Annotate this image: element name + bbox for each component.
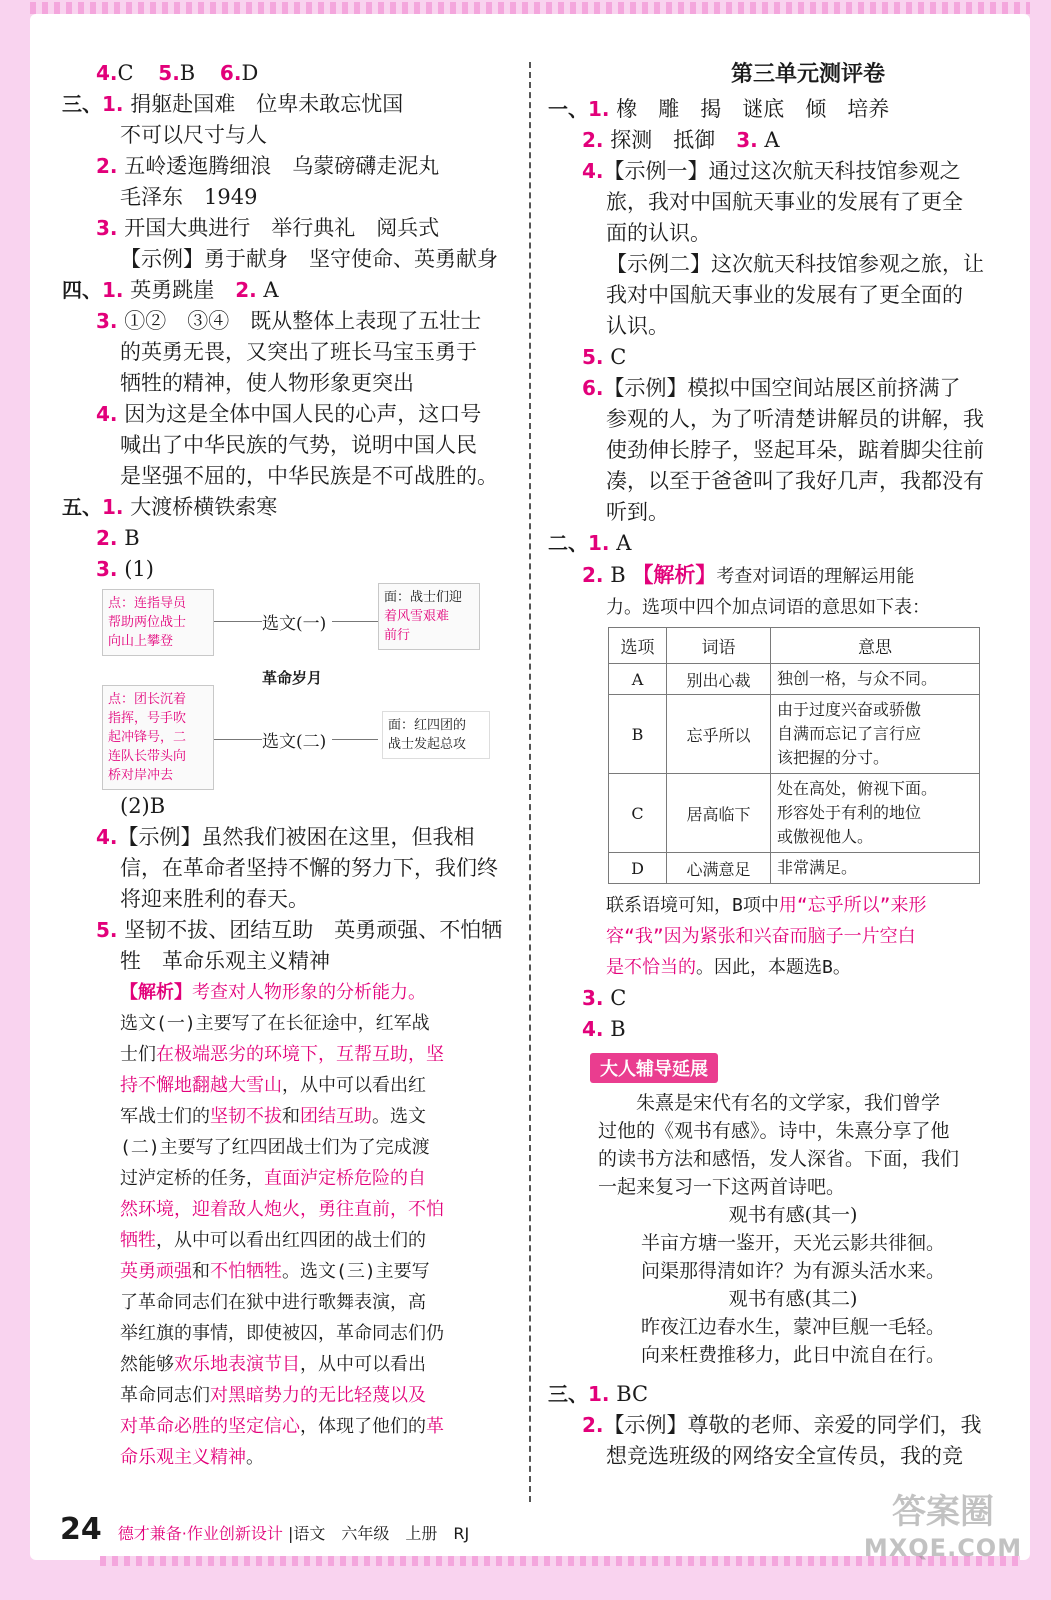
r-sec1-q4-cont3: 【示例二】这次航天科技馆参观之旅，让 xyxy=(606,252,984,276)
table-header-option: 选项 xyxy=(609,628,667,664)
sec5-q4-cont1: 信，在革命者坚持不懈的努力下，我们终 xyxy=(120,856,498,880)
r-sec2-q2-after3: 是不恰当的。因此，本题选B。 xyxy=(606,957,851,978)
table-header-word: 词语 xyxy=(667,628,771,664)
r-sec2-q2: 2. B 【解析】考查对词语的理解运用能 xyxy=(582,562,915,587)
sec4-q4-cont2: 是坚强不屈的，中华民族是不可战胜的。 xyxy=(120,464,498,488)
table-row xyxy=(609,774,980,853)
diagram-box-area-2: 面：红四团的 战士发起总攻 xyxy=(382,711,490,759)
r-sec3-q2: 2.【示例】尊敬的老师、亲爱的同学们，我 xyxy=(582,1413,982,1437)
r-sec1-q6: 6.【示例】模拟中国空间站展区前挤满了 xyxy=(582,376,961,400)
ext-para-1: 朱熹是宋代有名的文学家，我们曾学 xyxy=(636,1092,941,1114)
analysis-line: 【解析】考查对人物形象的分析能力。 xyxy=(120,982,426,1003)
table-cell-option: B xyxy=(609,695,667,774)
r-sec1-q1: 一、1. 橡 雕 揭 谜底 倾 培养 xyxy=(548,97,890,121)
analysis-line: 革命同志们对黑暗势力的无比轻蔑以及 xyxy=(120,1385,426,1406)
ext-para-3: 的读书方法和感悟，发人深省。下面，我们 xyxy=(598,1148,960,1170)
poem1-title: 观书有感(其一) xyxy=(728,1204,858,1226)
poem2-line1: 昨夜江边春水生，蒙冲巨舰一毛轻。 xyxy=(640,1316,945,1338)
analysis-line: 军战士们的坚韧不拔和团结互助。选文 xyxy=(120,1106,426,1127)
sec5-q5: 5. 坚韧不拔、团结互助 英勇顽强、不怕牺 xyxy=(96,918,503,942)
sec4-q3-cont2: 牺牲的精神，使人物形象更突出 xyxy=(120,371,414,395)
answers-4-6: 4.C 5.B 6.D xyxy=(96,61,259,85)
diagram-selection-2: 选文(二) xyxy=(262,732,327,752)
sec4-q1: 四、1. 英勇跳崖 2. A xyxy=(62,278,279,302)
analysis-line: 对革命必胜的坚定信心，体现了他们的革 xyxy=(120,1416,444,1437)
diagram-box-point-1: 点：连指导员 帮助两位战士 向山上攀登 xyxy=(102,589,214,656)
unit-test-title: 第三单元测评卷 xyxy=(730,62,885,87)
analysis-line: 举红旗的事情，即使被囚，革命同志们仍 xyxy=(120,1323,444,1344)
extension-badge: 大人辅导延展 xyxy=(590,1053,718,1083)
table-cell-meaning: 处在高处，俯视下面。 形容处于有利的地位 或傲视他人。 xyxy=(771,774,980,853)
poem1-line2: 问渠那得清如许？为有源头活水来。 xyxy=(640,1260,945,1282)
analysis-line: 牺牲，从中可以看出红四团的战士们的 xyxy=(120,1230,426,1251)
r-sec1-q5: 5. C xyxy=(582,345,627,369)
analysis-line: 了革命同志们在狱中进行歌舞表演，高 xyxy=(120,1292,426,1313)
r-sec2-q2-after2: 容“我”因为紧张和兴奋而脑子一片空白 xyxy=(606,926,916,947)
table-cell-word: 别出心裁 xyxy=(667,664,771,695)
diagram-center: 革命岁月 xyxy=(262,669,323,687)
r-sec1-q6-cont4: 听到。 xyxy=(606,500,669,524)
poem2-line2: 向来枉费推移力，此日中流自在行。 xyxy=(640,1344,945,1366)
analysis-line: 命乐观主义精神。 xyxy=(120,1447,264,1468)
sec4-q4: 4. 因为这是全体中国人民的心声，这口号 xyxy=(96,402,482,426)
table-cell-word: 心满意足 xyxy=(667,853,771,884)
diagram-selection-1: 选文(一) xyxy=(262,614,327,634)
analysis-line: 过泸定桥的任务，直面泸定桥危险的自 xyxy=(120,1168,426,1189)
book-brand: 德才兼备·作业创新设计 xyxy=(117,1524,283,1543)
r-sec1-q4-cont2: 面的认识。 xyxy=(606,221,711,245)
page-footer: 24 德才兼备·作业创新设计 |语文 六年级 上册 RJ xyxy=(60,1512,470,1547)
column-divider xyxy=(529,62,531,1502)
diagram-box-area-1: 面：战士们迎 着风雪艰难 前行 xyxy=(378,583,480,650)
diagram-line xyxy=(332,621,378,622)
r-sec3-q2-cont: 想竞选班级的网络安全宣传员，我的竞 xyxy=(606,1444,963,1468)
right-column xyxy=(548,58,998,1472)
book-info: 语文 六年级 上册 RJ xyxy=(293,1524,470,1543)
r-sec2-q4: 4. B xyxy=(582,1017,626,1041)
ext-para-4: 一起来复习一下这两首诗吧。 xyxy=(598,1176,846,1198)
sec5-q3: 3. (1) xyxy=(96,557,154,581)
sec3-q3: 3. 开国大典进行 举行典礼 阅兵式 xyxy=(96,216,440,240)
sec4-q3: 3. ①② ③④ 既从整体上表现了五壮士 xyxy=(96,309,482,333)
sec4-q3-cont1: 的英勇无畏，又突出了班长马宝玉勇于 xyxy=(120,340,477,364)
sec5-q1: 五、1. 大渡桥横铁索寒 xyxy=(62,495,278,519)
diagram-line xyxy=(214,621,262,622)
r-sec1-q6-cont3: 凑，以至于爸爸叫了我好几声，我都没有 xyxy=(606,469,984,493)
idiom-table xyxy=(608,627,980,884)
sec5-q2: 2. B xyxy=(96,526,140,550)
table-row xyxy=(609,664,980,695)
table-cell-meaning: 由于过度兴奋或骄傲 自满而忘记了言行应 该把握的分寸。 xyxy=(771,695,980,774)
sec3-q1: 三、1. 捐躯赴国难 位卑未敢忘忧国 xyxy=(62,92,404,116)
r-sec2-q1: 二、1. A xyxy=(548,531,632,555)
r-sec1-q2: 2. 探测 抵御 3. A xyxy=(582,128,780,152)
r-sec1-q6-cont1: 参观的人，为了听清楚讲解员的讲解，我 xyxy=(606,407,984,431)
sec3-q2-cont: 毛泽东 1949 xyxy=(120,185,258,209)
table-cell-option: D xyxy=(609,853,667,884)
analysis-line: 英勇顽强和不怕牺牲。选文(三)主要写 xyxy=(120,1261,430,1282)
r-sec1-q6-cont2: 使劲伸长脖子，竖起耳朵，踮着脚尖往前 xyxy=(606,438,984,462)
diagram-box-point-2: 点：团长沉着 指挥，号手吹 起冲锋号，二 连队长带头向 桥对岸冲去 xyxy=(102,685,214,790)
table-row xyxy=(609,853,980,884)
analysis-line: 持不懈地翻越大雪山，从中可以看出红 xyxy=(120,1075,426,1096)
r-sec2-q2-after1: 联系语境可知，B项中用“忘乎所以”来形 xyxy=(606,895,927,916)
table-row xyxy=(609,695,980,774)
r-sec1-q4: 4.【示例一】通过这次航天科技馆参观之 xyxy=(582,159,961,183)
analysis-line: (二)主要写了红四团战士们为了完成渡 xyxy=(120,1137,430,1158)
poem1-line1: 半亩方塘一鉴开，天光云影共徘徊。 xyxy=(640,1232,945,1254)
r-sec1-q4-cont4: 我对中国航天事业的发展有了更全面的 xyxy=(606,283,963,307)
sec5-q4-cont2: 将迎来胜利的春天。 xyxy=(120,887,309,911)
analysis-line: 选文(一)主要写了在长征途中，红军战 xyxy=(120,1013,430,1034)
table-cell-word: 忘乎所以 xyxy=(667,695,771,774)
table-cell-option: C xyxy=(609,774,667,853)
table-cell-word: 居高临下 xyxy=(667,774,771,853)
page-number: 24 xyxy=(60,1512,102,1547)
table-header-meaning: 意思 xyxy=(771,628,980,664)
r-sec1-q4-cont5: 认识。 xyxy=(606,314,669,338)
analysis-label: 【解析】 xyxy=(120,982,192,1003)
r-sec1-q4-cont1: 旅，我对中国航天事业的发展有了更全 xyxy=(606,190,963,214)
left-column xyxy=(62,58,522,1473)
analysis-line: 然能够欢乐地表演节目，从中可以看出 xyxy=(120,1354,426,1375)
poem2-title: 观书有感(其二) xyxy=(728,1288,858,1310)
sec3-q3-cont: 【示例】勇于献身 坚守使命、英勇献身 xyxy=(120,247,498,271)
diagram-line xyxy=(332,739,378,740)
ext-para-2: 过他的《观书有感》。诗中，朱熹分享了他 xyxy=(598,1120,950,1142)
r-sec3-q1: 三、1. BC xyxy=(548,1382,649,1406)
r-sec2-q2-cont: 力。选项中四个加点词语的意思如下表： xyxy=(606,597,930,618)
sec3-q2: 2. 五岭逶迤腾细浪 乌蒙磅礴走泥丸 xyxy=(96,154,440,178)
sec4-q4-cont1: 喊出了中华民族的气势，说明中国人民 xyxy=(120,433,477,457)
table-cell-meaning: 独创一格，与众不同。 xyxy=(771,664,980,695)
analysis-left xyxy=(62,977,522,1473)
analysis-line: 士们在极端恶劣的环境下，互帮互助，坚 xyxy=(120,1044,444,1065)
r-sec2-q3: 3. C xyxy=(582,986,627,1010)
sec3-q1-cont: 不可以尺寸与人 xyxy=(120,123,267,147)
diagram-line xyxy=(214,739,262,740)
sec5-q5-cont: 牲 革命乐观主义精神 xyxy=(120,949,330,973)
sec5-q3-part2: (2)B xyxy=(120,794,166,818)
site-watermark: 答案圈 MXQE.COM xyxy=(863,1492,1023,1562)
top-decoration xyxy=(30,2,1030,14)
table-cell-option: A xyxy=(609,664,667,695)
sec5-q4: 4.【示例】虽然我们被困在这里，但我相 xyxy=(96,825,475,849)
table-cell-meaning: 非常满足。 xyxy=(771,853,980,884)
analysis-line: 然环境，迎着敌人炮火，勇往直前，不怕 xyxy=(120,1199,444,1220)
revolution-diagram xyxy=(102,589,522,789)
